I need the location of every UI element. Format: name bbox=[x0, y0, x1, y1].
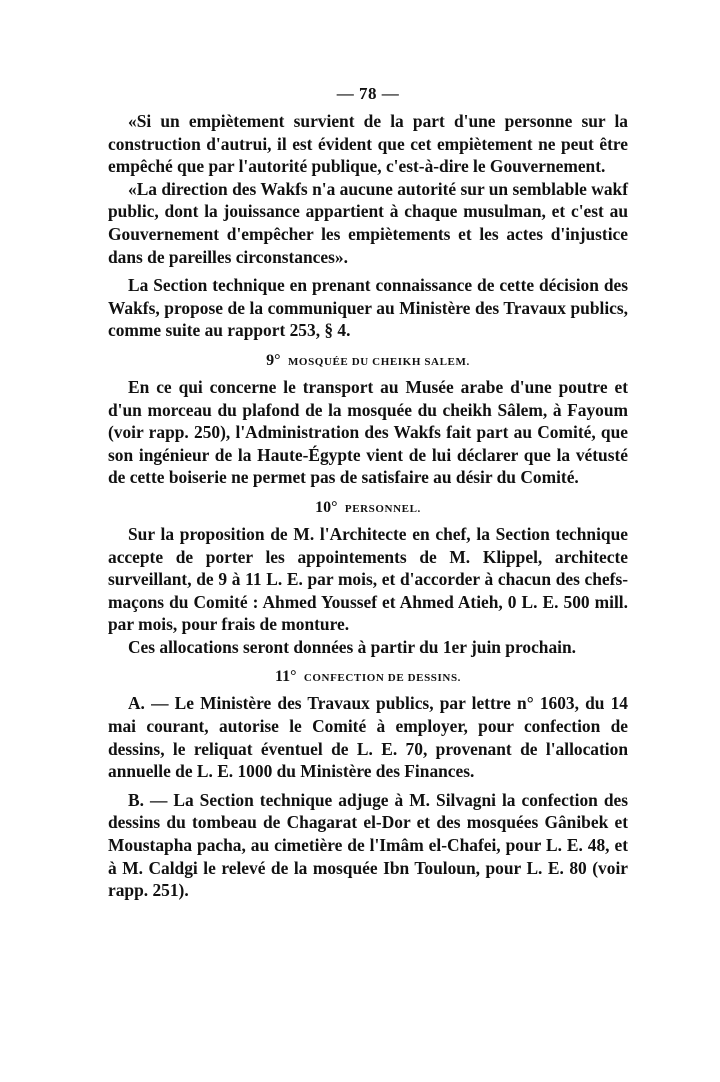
section-9-number: 9° bbox=[266, 351, 281, 369]
section-10-number: 10° bbox=[315, 498, 338, 516]
section-9-paragraph-1: En ce qui concerne le transport au Musée arabe d'une poutre et d'un morceau du plafond de la mosquée du cheikh Sâlem, à Fayoum (voir rapp. 250), l'Administration des Wakfs fait part au Comité, que son ingénieur de la Haute-Égypte vient de lui déclarer que la vétusté de cette boiserie ne permet pas de satisfaire au désir du Comité. bbox=[108, 376, 628, 488]
section-10-paragraph-2: Ces allocations seront données à partir du 1er juin prochain. bbox=[128, 636, 577, 657]
section-11-number: 11° bbox=[274, 668, 297, 686]
section-10-paragraph-1: Sur la proposition de M. l'Architecte en chef, la Section technique accepte de porter les appointements de M. Klippel, architecte surveillant, de 9 à 11 L. E. par mois, et d'accorder à chacun des chefs-maçons du Comité : Ahmed Youssef et Ahmed Atieh, 0 L. E. 500 mill. par mois, pour frais de monture. bbox=[108, 523, 628, 635]
page-number: — 78 — bbox=[336, 84, 400, 103]
section-10-heading bbox=[108, 498, 628, 516]
section-10-title: PERSONNEL. bbox=[344, 502, 421, 515]
intro-paragraph-3: La Section technique en prenant connaissance de cette décision des Wakfs, propose de la communiquer au Ministère des Travaux publics, comme suite au rapport 253, § 4. bbox=[108, 275, 628, 341]
section-11-heading bbox=[108, 670, 628, 685]
document-page bbox=[108, 84, 628, 902]
section-9-title: MOSQUÉE DU CHEIKH SALEM. bbox=[287, 355, 470, 368]
section-11-paragraph-b: B. — La Section technique adjuge à M. Silvagni la confection des dessins du tombeau de Chagarat el-Dor et des mosquées Gânibek et Moustapha pacha, au cimetière de l'Imâm el-Chafei, pour L. E. 48, et à M. Caldgi le relevé de la mosquée Ibn Touloun, pour L. E. 80 (voir rapp. 251). bbox=[108, 789, 628, 901]
section-11-paragraph-a: A. — Le Ministère des Travaux publics, par lettre n° 1603, du 14 mai courant, autorise le Comité à employer, pour confection de dessins, le reliquat éventuel de L. E. 70, provenant de l'allocation annuelle de L. E. 1000 du Ministère des Finances. bbox=[108, 693, 628, 782]
section-11-title: CONFECTION DE DESSINS. bbox=[303, 672, 462, 685]
intro-paragraph-2: «La direction des Wakfs n'a aucune autorité sur un semblable wakf public, dont la jouissance appartient à chaque musulman, et c'est au Gouvernement d'empêcher les empiètements et les actes d'injustice dans de pareilles circonstances». bbox=[108, 178, 628, 267]
section-9-heading bbox=[108, 351, 628, 369]
intro-paragraph-1: «Si un empiètement survient de la part d'une personne sur la construction d'autrui, il est évident que cet empiètement ne peut être empêché que par l'autorité publique, c'est-à-dire le Gouvernement. bbox=[108, 111, 628, 177]
